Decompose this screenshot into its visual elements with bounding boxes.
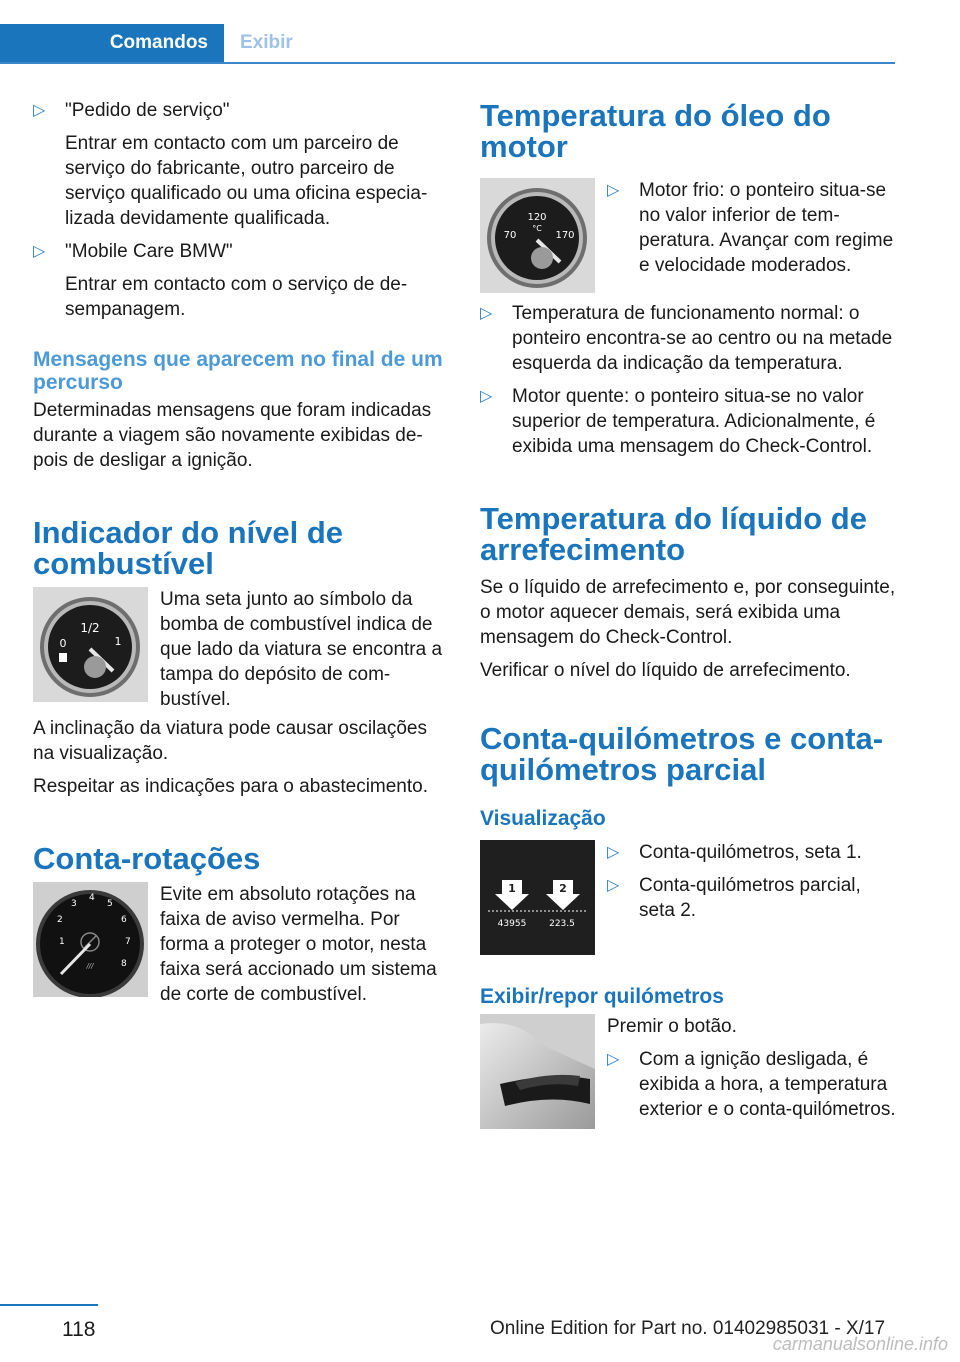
oil-gauge-block (480, 178, 898, 293)
odometer-image (480, 840, 595, 955)
triangle-bullet-icon: ▷ (607, 182, 620, 199)
rpm-tick-5: 5 (107, 899, 113, 909)
gauge-label-unit: °C (532, 224, 542, 233)
reset-button-icon (480, 1014, 595, 1129)
bullet-text: Entrar em contacto com o serviço de desempanagem. (65, 274, 408, 320)
rpm-tick-2: 2 (57, 915, 63, 925)
subsection-heading: Exibir/repor quilómetros (480, 985, 724, 1008)
list-item (480, 301, 898, 376)
tab-exibir[interactable]: Exibir (240, 32, 293, 53)
odometer-total-value: 43955 (497, 919, 527, 929)
triangle-bullet-icon: ▷ (607, 1051, 620, 1068)
rpm-tick-8: 8 (121, 959, 127, 969)
triangle-bullet-icon: ▷ (607, 844, 620, 861)
oil-temperature-gauge-icon (480, 178, 595, 293)
gauge-label-zero: 0 (59, 637, 67, 650)
list-item (480, 384, 898, 459)
rpm-tick-4: 4 (89, 893, 95, 903)
paragraph: Verificar o nível do líquido de arrefecimento. (480, 660, 851, 681)
odometer-block (480, 840, 898, 955)
right-column (480, 100, 898, 1129)
list-item (33, 239, 448, 322)
bullet-text: Conta-quilómetros, seta 1. (639, 842, 862, 863)
fuel-gauge-block (33, 587, 448, 712)
paragraph: Uma seta junto ao símbolo da bomba de combustível indica de que lado da viatura se encontra a tampa do depósito de combustível. (160, 589, 443, 710)
header-tabs (0, 24, 895, 64)
edition-text: Online Edition for Part no. 01402985031 - X/17 (490, 1318, 886, 1339)
list-item (607, 178, 898, 278)
odometer-list (607, 840, 898, 955)
bullet-text: Motor quente: o ponteiro situa-se no valor superior de temperatura. Adicionalmente, é exibida uma mensagem do Check-Control. (512, 386, 876, 457)
odometer-arrow-1-label: 1 (508, 882, 516, 895)
watermark: carmanualsonline.info (772, 1334, 948, 1354)
rpm-tick-6: 6 (121, 915, 127, 925)
page-number: 118 (62, 1318, 96, 1341)
paragraph: A inclinação da viatura pode causar oscilações na visualização. (33, 718, 427, 764)
svg-text:///: /// (86, 962, 94, 970)
fuel-gauge-image (33, 587, 148, 702)
section-heading-rpm: Conta-rotações (33, 841, 261, 876)
section-heading-coolant: Temperatura do líquido de arrefecimento (480, 501, 867, 567)
subsection-heading: Visualização (480, 807, 606, 830)
triangle-bullet-icon: ▷ (33, 102, 46, 119)
list-item (607, 1047, 898, 1122)
reset-list (607, 1014, 898, 1129)
odometer-trip-value: 223.5 (549, 919, 575, 929)
triangle-bullet-icon: ▷ (607, 877, 620, 894)
fuel-gauge-icon (33, 587, 148, 702)
paragraph: Se o líquido de arrefecimento e, por conseguinte, o motor aquecer demais, será exibida uma mensagem do Check-Control. (480, 577, 896, 648)
paragraph: Premir o botão. (607, 1016, 737, 1037)
left-column (33, 98, 448, 1007)
bullet-title: "Pedido de serviço" (65, 100, 230, 121)
bullet-text: Conta-quilómetros parcial, seta 2. (639, 875, 861, 921)
list-item (607, 873, 898, 923)
list-item (33, 98, 448, 231)
reset-button-image (480, 1014, 595, 1129)
rpm-tick-7: 7 (125, 937, 131, 947)
triangle-bullet-icon: ▷ (480, 388, 493, 405)
paragraph: Evite em absoluto rotações na faixa de aviso vermelha. Por forma a proteger o motor, nesta faixa será accionado um sistema de corte de combustível. (160, 884, 437, 1005)
gauge-label-full: 1 (114, 635, 122, 648)
reset-block (480, 1014, 898, 1129)
oil-list (607, 178, 898, 293)
oil-temp-gauge-image (480, 178, 595, 293)
tachometer-icon (33, 882, 148, 997)
footer-divider (0, 1304, 98, 1306)
gauge-label-half: 1/2 (80, 621, 100, 635)
odometer-display-icon (480, 840, 595, 955)
rpm-gauge-block (33, 882, 448, 1007)
rpm-tick-1: 1 (59, 937, 65, 947)
paragraph: Respeitar as indicações para o abastecimento. (33, 776, 429, 797)
section-heading-oil: Temperatura do óleo do motor (480, 98, 831, 164)
section-heading-odometer: Conta-quilómetros e conta-quilómetros parcial (480, 721, 884, 787)
tab-comandos[interactable]: Comandos (0, 24, 224, 62)
gauge-label-120: 120 (527, 212, 547, 223)
triangle-bullet-icon: ▷ (480, 305, 493, 322)
section-subheading: Mensagens que aparecem no final de um percurso (33, 348, 443, 394)
tachometer-image (33, 882, 148, 997)
gauge-label-70: 70 (503, 230, 517, 241)
bullet-title: "Mobile Care BMW" (65, 241, 233, 262)
odometer-arrow-2-label: 2 (559, 882, 567, 895)
triangle-bullet-icon: ▷ (33, 243, 46, 260)
rpm-tick-3: 3 (71, 899, 77, 909)
bullet-text: Entrar em contacto com um parceiro de serviço do fabricante, outro parceiro de serviço qualificado ou uma oficina especializada devidamente qualificada. (65, 133, 428, 229)
paragraph: Determinadas mensagens que foram indicadas durante a viagem são novamente exibidas depois de desligar a ignição. (33, 400, 432, 471)
bullet-text: Motor frio: o ponteiro situa-se no valor inferior de temperatura. Avançar com regime e velocidade moderados. (639, 180, 894, 276)
bullet-text: Com a ignição desligada, é exibida a hora, a temperatura exterior e o conta-quilómetros. (639, 1049, 896, 1120)
bullet-text: Temperatura de funcionamento normal: o ponteiro encontra-se ao centro ou na metade esquerda da indicação da temperatura. (512, 303, 893, 374)
gauge-label-170: 170 (555, 230, 575, 241)
section-heading-fuel: Indicador do nível de combustível (33, 515, 344, 581)
list-item (607, 840, 898, 865)
